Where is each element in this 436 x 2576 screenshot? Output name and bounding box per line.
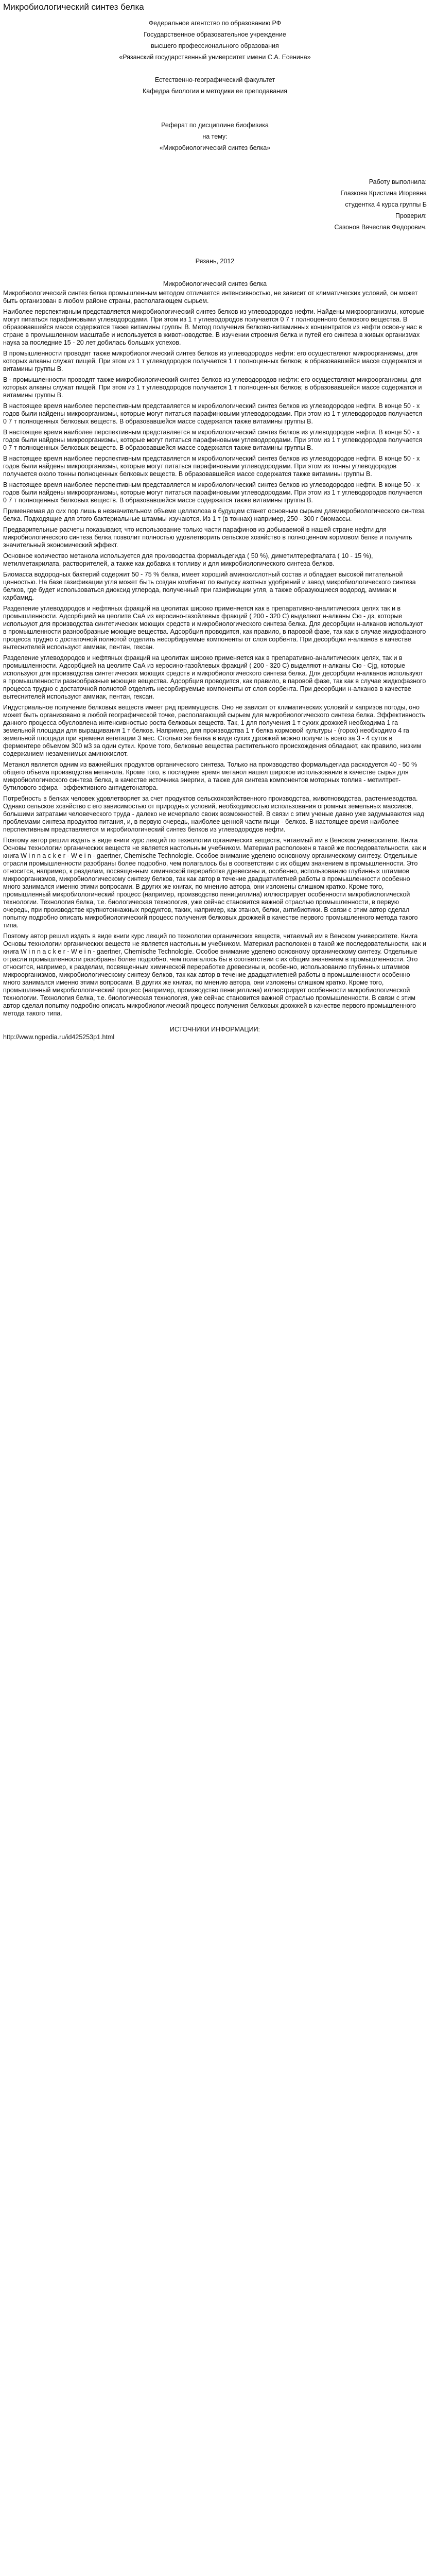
org-line: «Рязанский государственный университет имени С.А. Есенина» [119,54,311,61]
body-heading-block [3,278,427,290]
author-line: Глазкова Кристина Игоревна [340,190,427,197]
paragraph: Потребность в белках человек удовлетворяет за счет продуктов сельскохозяйственного производства, животноводства, растениеводства. Однако сельское хозяйство с его зависимостью от природных условий, необходимостью использования огромных земельных массивов, большими затратами человеческого труда - далеко не исчерпало своих возможностей. В связи с этим ученые давно уже задумываются над проблемами синтеза продуктов питания, и, в первую очередь, наиболее ценной части пищи - белков. В настоящее время наиболее перспективным представляется м икробиологический синтез белков из углеводородов нефти. [3,795,424,833]
paragraph: В - промышленности проводят также микробиологический синтез белков из углеводородов нефти: его осуществляют микроорганизмы, для которых алканы служат пищей. При этом из 1 т углеводородов получается 1 т полноценных белков; в образовавшейся массе содержатся и витамины группы В. [3,376,422,399]
author-line: Проверил: [395,212,427,219]
title-page-city-year [3,256,427,267]
body-heading: Микробиологический синтез белка [163,280,267,287]
sources-heading: ИСТОЧНИКИ ИНФОРМАЦИИ: [169,1026,260,1033]
paragraph: Наиболее перспективным представляется микробиологический синтез белков из углеводородов нефти. Найдены микроорганизмы, которые могут питаться парафиновыми углеводородами. При этом из 1 т углеводородов получается 0 7 т полноценного белкового вещества. В образовавшейся массе содержатся также витамины группы В. Метод получения белково-витаминных концентратов из нефти освое-у нас в стране в промышленном масштабе и используется в животноводстве. В изучении строения белка и путей его синтеза в живых организмах наука за последние 15 - 20 лет добилась больших успехов. [3,308,425,346]
topic-line: на тему: [202,133,228,140]
paragraph: Метанол является одним из важнейших продуктов органического синтеза. Только на производство формальдегида расходуется 40 - 50 % общего объема производства метанола. Кроме того, в последнее время метанол нашел широкое использование в качестве сырья для микробиологического синтеза белка, в качестве источника энергии, а также для синтеза компонентов моторных топлив - метилтрет-бутилового эфира - эффективного антидетонатора. [3,761,417,791]
paragraph: Микробиологический синтез белка промышленным методом отличается интенсивностью, не зависит от климатических условий, он может быть организован в любом районе страны, располагающем сырьем. [3,290,418,304]
paragraph: Биомасса водородных бактерий содержит 50 - 75 % белка, имеет хороший аминокислотный состав и обладает высокой питательной ценностью. На базе газификации угля может быть создан комбинат по выпуску азотных удобрений и завод микробиологического синтеза белков, где будет использоваться диоксид углерода, полученный при газификации угля, а также образующиеся водород, аммиак и карбамид. [3,571,416,601]
paragraph: Применяемая до сих пор лишь в незначительном объеме целлюлоза в будущем станет основным сырьем длямикробиологического синтеза белка. Подходящие для этого бактериальные штаммы изучаются. Из 1 т (в тоннах) например, 250 - 300 г биомассы. [3,507,425,522]
paragraph: Разделение углеводородов и нефтяных фракций на цеолитах широко применяется как в препаративно-аналитических целях, так и в промышленности. Адсорбцией на цеолите СаА из керосино-газойлевых фракций ( 200 - 320 С) выделяют н-алканы Сю - Cjg, которые используют для производства синтетических моющих средств и микробиологического синтеза белка. Для десорбции н-алканов используют в промышленности разнообразные моющие вещества. Адсорбция проводится, как правило, в паровой фазе, так как в случае жидкофазного процесса трудно с достаточной полнотой отделить несорбируемые компоненты от слоя сорбента. При десорбции н-алканов в качестве вытеснителей используют аммиак, пентан, гексан. [3,654,426,700]
org-line: высшего профессионального образования [151,42,279,49]
paragraph: Поэтому автор решил издать в виде книги курс лекций по технологии органических веществ, читаемый им в Венском университете. Книга Основы технологии органических веществ не является настольным учебником. Материал расположен в такой же последовательности, как и книга W i n n a c k e r - W e i n - gaertner, Chemische Technologie. Особое внимание уделено основному органическому синтезу. Отдельные отрасли промышленности разобраны более подробно, чем полагалось бы в соответствии с их общим значением в промышленности. Это относится, например, к разделам, посвященным химической переработке древесины и, особенно, использованию глубинных штаммов микроорганизмов, микробиологическому синтезу белков, так как автор в течение двадцатилетней работы в промышленности особенно много занимался именно этими вопросами. В других же книгах, по мнению автора, они изложены слишком кратко. Кроме того, промышленный микробиологический процесс (например, производство пенициллина) иллюстрирует особенности микробиологической технологии. Технология белка, т.е. биологическая технология, уже сейчас становится важной отраслью промышленности, в первую очередь, при производстве крупнотоннажных продуктов, таких, например, как этанол, белки, антибиотики. В связи с этим автор сделал попытку подробно описать микробиологический процесс получения белковых дрожжей в качестве первого промышленного метода такого типа. [3,837,427,929]
paragraph: Предварительные расчеты показывают, что использование только части парафинов из добываемой в нашей стране нефти для микробиологического синтеза белка позволит полностью удовлетворить сельское хозяйство в полноценном кормовом белке и получить значительный экономический эффект. [3,526,412,549]
faculty-line: Кафедра биологии и методики ее преподавания [143,88,287,95]
faculty-line: Естественно-географический факультет [154,76,275,83]
title-page-org [3,18,427,63]
paragraph: Основное количество метанола используется для производства формальдегида ( 50 %), диметилтерефталата ( 10 - 15 %), метилметакрилата, растворителей, а также как добавка к топливу и для микробиологического синтеза белков. [3,552,373,567]
paragraph: В промышленности проводят также микробиологический синтез белков из углеводородов нефти: его осуществляют микроорганизмы, для которых алканы служат пищей. При этом из 1 т углеводородов получается 1 т полноценных белков; в образовавшейся массе содержатся и витамины группы В. [3,350,422,372]
sources-section [3,1026,427,1041]
title-page-topic [3,120,427,154]
paragraph: В настоящее время наиболее перспективным представляется м икробиологический синтез белков из углеводородов нефти. В конце 50 - х годов были найдены микроорганизмы, которые могут питаться парафиновыми углеводородами. При этом из 1 т углеводородов получается 0 7 т полноценных белковых веществ. В образовавшейся массе содержатся также витамины группы В. [3,402,423,425]
page-title: Микробиологический синтез белка [3,2,144,12]
title-page-authors [3,176,427,233]
paragraph: В настоящее время наиболее перспективным представляется м икробиологический синтез белков из углеводородов нефти. В конце 50 - х годов были найдены микроорганизмы, которые могут питаться парафиновыми углеводородами. При этом из 1 т углеводородов получается 0 7 т полноценных белковых веществ. В образовавшейся массе содержатся также витамины группы В. [3,429,423,451]
source-link[interactable]: http://www.ngpedia.ru/id425253p1.html [3,1033,115,1041]
paragraph: Индустриальное получение белковых веществ имеет ряд преимуществ. Оно не зависит от климатических условий и капризов погоды, оно может быть организовано в любой географической точке, располагающей сырьем для микробиологического синтеза белка. Эффективность данного процесса обусловлена интенсивностью роста белковых веществ. Так, 1 для получения 1 т сухих дрожжей необходима 1 га земельной площади для выращивания 1 т белков. Например, для производства 1 т белка кормовой культуры - (горох) необходимо 4 га земельной площади при времени вегетации 3 мес. Столько же белка в виде сухих дрожжей можно получить всего за 3 - 4 суток в ферментере объемом 300 м3 за один сутки. Кроме того, белковые вещества растительного происхождения обладают, как правило, низким содержанием незаменимых аминокислот. [3,704,426,757]
document-page [0,0,430,1041]
city-year: Рязань, 2012 [195,258,235,265]
title-page-faculty [3,74,427,97]
paragraph: Поэтому автор решил издать в виде книги курс лекций по технологии органических веществ, читаемый им в Венском университете. Книга Основы технологии органических веществ не является настольным учебником. Материал расположен в такой же последовательности, как и книга W i n n a c k e r - W e i n - gaertner, Chemische Technologie. Особое внимание уделено основному органическому синтезу. Отдельные отрасли промышленности разобраны более подробно, чем полагалось бы в соответствии с их общим значением в промышленности. Это относится, например, к разделам, посвященным химической переработке древесины и, особенно, использованию глубинных штаммов микроорганизмов, микробиологическому синтезу белков, так как автор в течение двадцатилетней работы в промышленности особенно много занимался именно этими вопросами. В других же книгах, по мнению автора, они изложены слишком кратко. Кроме того, промышленный микробиологический процесс (например, производство пенициллина) иллюстрирует особенности микробиологической технологии. Технология белка, т.е. биологическая технология, уже сейчас становится важной отраслью промышленности. В связи с этим автор сделал попытку подробно описать микробиологический процесс получения белковых дрожжей в качестве первого промышленного метода такого типа. [3,933,427,1017]
topic-line: «Микробиологический синтез белка» [159,144,271,151]
org-line: Федеральное агентство по образованию РФ [148,20,282,27]
paragraph: В настоящее время наиболее перспективным представляется м икробиологический синтез белков из углеводородов нефти. В конце 50 - х годов были найдены микроорганизмы, которые могут питаться парафиновыми углеводородами. При этом из 1 т углеводородов получается 0 7 т полноценных белковых веществ. В образовавшейся массе содержатся также витамины группы В. [3,481,423,504]
topic-line: Реферат по дисциплине биофизика [161,122,269,129]
author-line: Работу выполнила: [369,178,427,185]
body-text [3,290,427,1018]
paragraph: Разделение углеводородов и нефтяных фракций на цеолитах широко применяется как в препаративно-аналитических целях так и в промышленности. Адсорбцией на цеолите СаА из керосино-газойлевых фракций ( 200 - 320 С) выделяют н-алканы Сю - дз, которые используют для производства синтетических моющих средств и микробиологического синтеза белка. Для десорбции н-алканов используют в промышленности разнообразные моющие вещества. Адсорбция проводится, как правило, в паровой фазе, так как в случае жидкофазного процесса трудно с достаточной полнотой отделить несорбируемые компоненты от слоя сорбента. При десорбции н-алканов в качестве вытеснителей используют аммиак, пентан, гексан. [3,605,426,651]
author-line: студентка 4 курса группы Б [345,201,427,208]
org-line: Государственное образовательное учреждение [144,31,286,38]
author-line: Сазонов Вячеслав Федорович. [334,224,427,231]
paragraph: В настоящее время наиболее перспективным представляется м икробиологический синтез белков из углеводородов нефти. В конце 50 - х годов были найдены микроорганизмы, которые могут питаться парафиновыми углеводородами. При этом из тонны углеводородов получается около тонны полноценных белковых веществ. В образовавшейся массе содержатся также витамины группы В. [3,455,420,478]
